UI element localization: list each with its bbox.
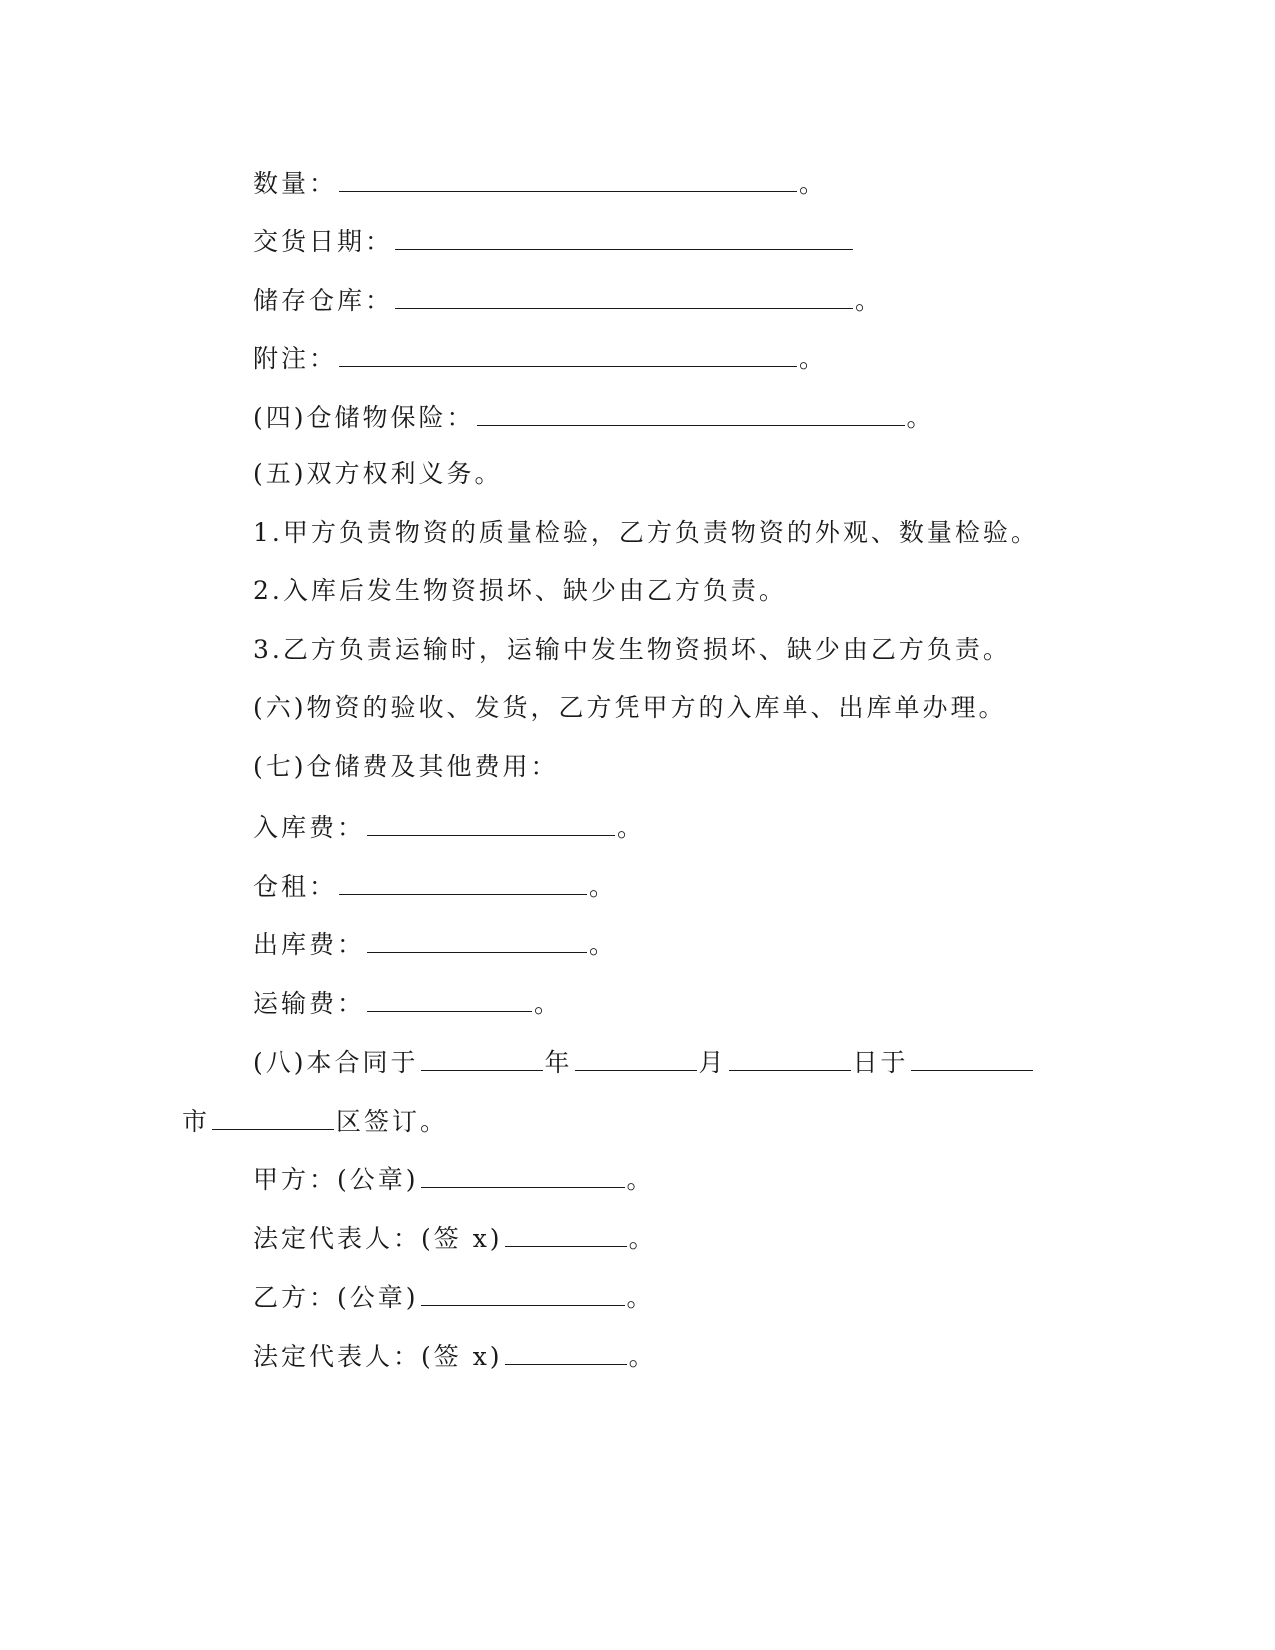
party-b-seal-end: 。 xyxy=(626,1283,652,1312)
signing-place-blank xyxy=(911,1044,1033,1071)
remarks-line xyxy=(253,340,824,376)
party-b-seal-blank xyxy=(421,1279,625,1306)
insurance-end: 。 xyxy=(906,403,932,432)
quantity-end: 。 xyxy=(799,169,825,198)
party-a-representative-line xyxy=(253,1220,654,1256)
signing-district-label: 区签订。 xyxy=(336,1107,449,1136)
transport-fee-blank xyxy=(367,985,532,1012)
storage-warehouse-line xyxy=(253,282,880,318)
party-b-representative-label: 法定代表人：(签 x) xyxy=(253,1342,503,1371)
party-a-seal-label: 甲方：(公章) xyxy=(253,1165,419,1194)
party-b-representative-blank xyxy=(505,1338,627,1365)
signing-day-label: 日于 xyxy=(852,1048,909,1077)
party-b-representative-line xyxy=(253,1338,654,1374)
signing-district-blank xyxy=(212,1103,334,1130)
signing-city-label: 市 xyxy=(182,1107,211,1136)
outbound-fee-label: 出库费： xyxy=(253,930,366,959)
transport-fee-label: 运输费： xyxy=(253,989,366,1018)
party-a-representative-blank xyxy=(505,1220,627,1247)
signing-date-line xyxy=(253,1044,1035,1080)
inbound-fee-end: 。 xyxy=(617,813,643,842)
remarks-end: 。 xyxy=(799,344,825,373)
party-b-representative-end: 。 xyxy=(628,1342,654,1371)
outbound-fee-end: 。 xyxy=(589,930,615,959)
storage-warehouse-blank xyxy=(395,282,853,309)
party-a-seal-line xyxy=(253,1161,652,1197)
quantity-line xyxy=(253,165,824,201)
rent-end: 。 xyxy=(589,872,615,901)
signing-month-label: 月 xyxy=(698,1048,727,1077)
rent-blank xyxy=(339,868,587,895)
party-a-representative-label: 法定代表人：(签 x) xyxy=(253,1224,503,1253)
transport-fee-line xyxy=(253,985,559,1021)
signing-year-label: 年 xyxy=(544,1048,573,1077)
signing-prefix: (八)本合同于 xyxy=(253,1048,419,1077)
insurance-label: (四)仓储物保险： xyxy=(253,403,475,432)
rights-heading: (五)双方权利义务。 xyxy=(253,459,503,488)
party-a-seal-end: 。 xyxy=(626,1165,652,1194)
delivery-date-label: 交货日期： xyxy=(253,227,394,256)
party-b-seal-label: 乙方：(公章) xyxy=(253,1283,419,1312)
inbound-fee-label: 入库费： xyxy=(253,813,366,842)
outbound-fee-blank xyxy=(367,926,587,953)
quantity-label: 数量： xyxy=(253,169,338,198)
fees-heading: (七)仓储费及其他费用： xyxy=(253,752,559,781)
party-b-seal-line xyxy=(253,1279,652,1315)
inbound-fee-blank xyxy=(367,809,615,836)
insurance-line xyxy=(253,399,932,435)
quantity-blank xyxy=(339,165,797,192)
signing-place-line xyxy=(182,1103,448,1139)
rent-line xyxy=(253,868,614,904)
clause-1: 1.甲方负责物资的质量检验，乙方负责物资的外观、数量检验。 xyxy=(253,518,1039,547)
rent-label: 仓租： xyxy=(253,872,338,901)
party-a-representative-end: 。 xyxy=(628,1224,654,1253)
transport-fee-end: 。 xyxy=(534,989,560,1018)
outbound-fee-line xyxy=(253,926,614,962)
acceptance-clause: (六)物资的验收、发货，乙方凭甲方的入库单、出库单办理。 xyxy=(253,693,1007,722)
storage-warehouse-label: 储存仓库： xyxy=(253,286,394,315)
delivery-date-blank xyxy=(395,223,853,250)
signing-year-blank xyxy=(421,1044,543,1071)
insurance-blank xyxy=(477,399,905,426)
signing-month-blank xyxy=(575,1044,697,1071)
delivery-date-line xyxy=(253,223,855,259)
clause-3: 3.乙方负责运输时，运输中发生物资损坏、缺少由乙方负责。 xyxy=(253,635,1011,664)
inbound-fee-line xyxy=(253,809,642,845)
storage-warehouse-end: 。 xyxy=(855,286,881,315)
signing-day-blank xyxy=(729,1044,851,1071)
remarks-blank xyxy=(339,340,797,367)
remarks-label: 附注： xyxy=(253,344,338,373)
party-a-seal-blank xyxy=(421,1161,625,1188)
clause-2: 2.入库后发生物资损坏、缺少由乙方负责。 xyxy=(253,576,787,605)
